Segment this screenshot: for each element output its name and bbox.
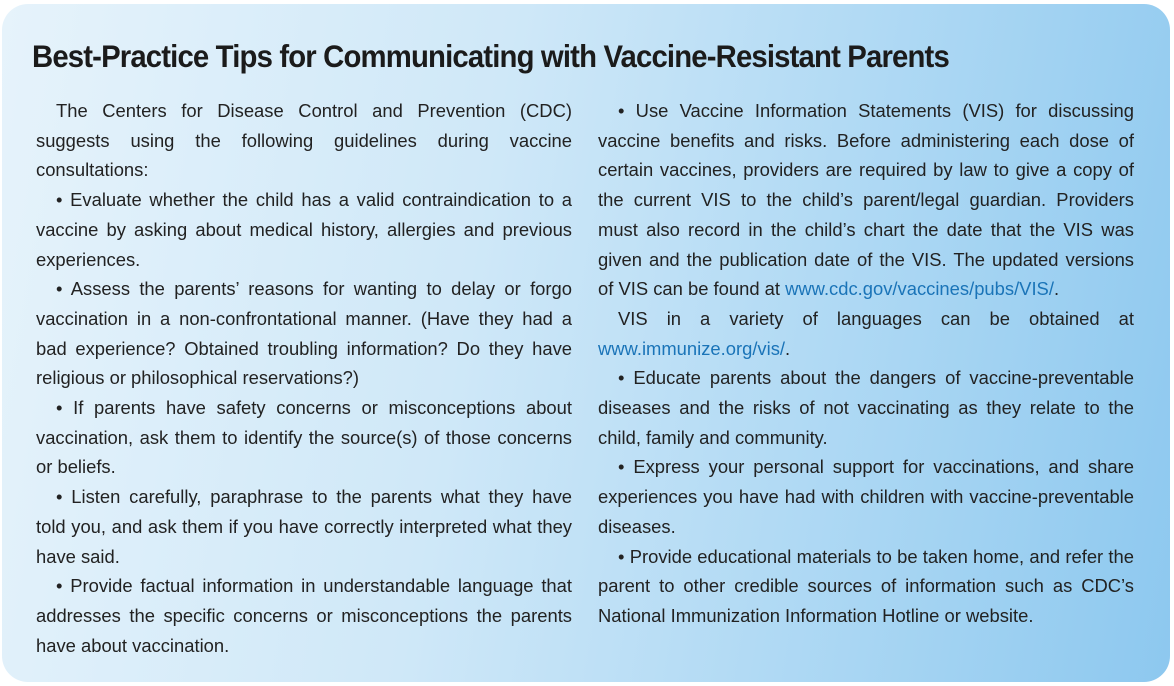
tips-panel: [2, 4, 1170, 682]
intro-paragraph: The Centers for Disease Control and Prevention (CDC) suggests using the following guidelines during vaccine consultations:: [36, 100, 572, 181]
immunize-vis-link[interactable]: www.immunize.org/vis/: [598, 337, 786, 359]
cdc-vis-link[interactable]: www.cdc.gov/vaccines/pubs/VIS/: [785, 278, 1054, 300]
tip-listen-carefully: • Listen carefully, paraphrase to the parents what they have told you, and ask them if you have correctly interpreted what they have said.: [36, 486, 572, 567]
tip-educate-parents: • Educate parents about the dangers of vaccine-preventable diseases and the risks of not vaccinating as they relate to the child, family and community.: [598, 367, 1134, 448]
tip-evaluate-contraindication: • Evaluate whether the child has a valid contraindication to a vaccine by asking about medical history, allergies and previous experiences.: [36, 189, 572, 270]
tip-use-vis-end: .: [1053, 278, 1060, 300]
vis-languages-paragraph: [598, 304, 1134, 363]
tip-factual-information: • Provide factual information in understandable language that addresses the specific concerns or misconceptions the parents have about vaccination.: [36, 575, 572, 656]
tip-provide-materials: • Provide educational materials to be taken home, and refer the parent to other credible sources of information such as CDC’s National Immunization Information Hotline or website.: [598, 545, 1134, 626]
tip-use-vis: [598, 96, 1134, 304]
tip-express-support: • Express your personal support for vaccinations, and share experiences you have had with children with vaccine-preventable diseases.: [598, 456, 1134, 537]
panel-title: Best-Practice Tips for Communicating with Vaccine-Resistant Parents: [32, 38, 949, 74]
tip-safety-concerns: • If parents have safety concerns or misconceptions about vaccination, ask them to identify the source(s) of those concerns or beliefs.: [36, 397, 572, 478]
vis-languages-end: .: [785, 337, 791, 359]
tip-use-vis-text: • Use Vaccine Information Statements (VIS) for discussing vaccine benefits and risks. Before administering each dose of certain vaccines, providers are required by law to give a copy of the current VIS to the child’s parent/legal guardian. Providers must also record in the child’s chart the date that the VIS was given and the publication date of the VIS. The updated versions of VIS can be found at: [598, 100, 1134, 300]
left-column: [36, 96, 572, 660]
right-column: [598, 96, 1134, 631]
vis-languages-text: VIS in a variety of languages can be obtained at: [618, 307, 1134, 329]
tip-assess-reasons: • Assess the parents’ reasons for wanting to delay or forgo vaccination in a non-confrontational manner. (Have they had a bad experience? Obtained troubling information? Do they have religious or philosophical reservations?): [36, 278, 572, 389]
